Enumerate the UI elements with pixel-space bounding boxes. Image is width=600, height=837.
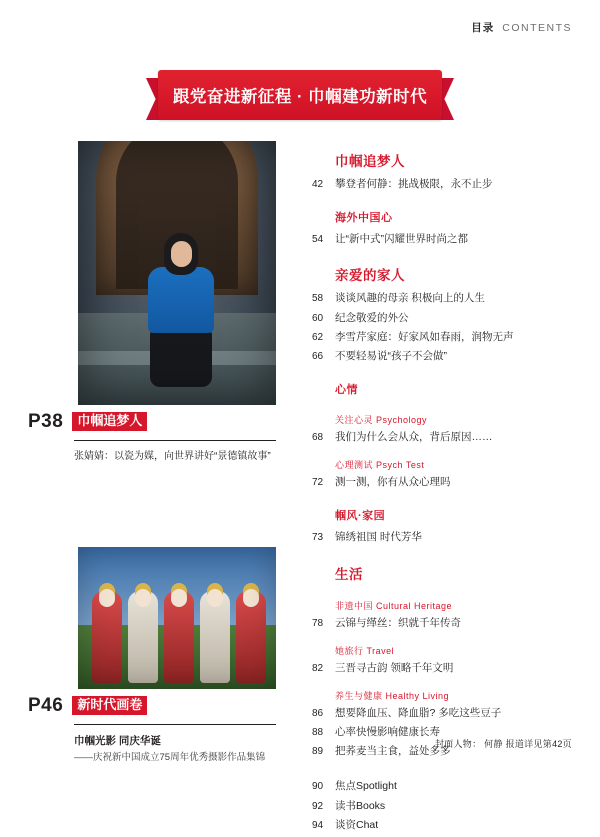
feature-1-divider [74,440,276,441]
toc-entry-title: 我们为什么会从众，背后原因…… [335,431,493,444]
toc-entry-title: 三晋寻古韵 领略千年文明 [335,661,454,674]
spacer [312,368,584,381]
toc-entry-title: 谈资Chat [335,818,379,831]
toc-entry-title: 测一测，你有从众心理吗 [335,476,451,489]
toc-section-heading: 心情 [335,384,358,397]
toc-entry-page: 90 [312,781,324,793]
toc-entry-title: 焦点Spotlight [335,780,397,793]
toc-entry-title: 攀登者何静：挑战极限，永不止步 [335,178,493,190]
toc-entry[interactable] [312,706,584,720]
toc-entry-page: 94 [312,819,324,831]
spacer [312,196,584,209]
toc-entry-title: 心率快慢影响健康长寿 [335,726,440,739]
spacer [312,251,584,264]
spacer [312,763,584,779]
feature-photo-opera [78,547,276,689]
toc-entry-title: 谈谈风趣的母亲 积极向上的人生 [335,292,485,305]
toc-entry[interactable] [312,232,584,246]
toc-section-heading: 亲爱的家人 [335,268,405,284]
spacer [312,449,584,458]
header-contents-cn: 目录 [471,22,495,34]
toc-entry[interactable] [312,779,584,793]
feature-2-caption [74,733,289,766]
toc-entry-title: 把荞麦当主食，益处多多 [335,745,451,758]
feature-1-heading [28,412,147,431]
toc-subsection-heading: 她旅行 Travel [335,645,395,656]
feature-1-title: 巾帼追梦人 [72,412,147,431]
toc-entry[interactable] [312,330,584,344]
spacer [312,680,584,689]
feature-1-caption [74,449,289,465]
toc-entry[interactable] [312,799,584,813]
spacer [312,404,584,413]
banner-plate [158,70,442,120]
toc-entry[interactable] [312,291,584,305]
toc-entry-title: 纪念敬爱的外公 [335,311,409,324]
toc-subsection-heading: 心理测试 Psych Test [335,460,425,471]
toc-entry-page: 42 [312,179,324,190]
toc-entry[interactable] [312,311,584,325]
toc-entry-page: 86 [312,707,324,719]
spacer [312,590,584,599]
toc-entry[interactable] [312,177,584,191]
toc-section-heading: 帼风·家园 [335,510,386,523]
toc-entry-page: 72 [312,477,324,489]
banner-title: 跟党奋进新征程 · 巾帼建功新时代 [172,88,428,106]
spacer [312,494,584,507]
toc-entry-page: 58 [312,293,324,305]
toc-entry[interactable] [312,475,584,489]
feature-2-divider [74,724,276,725]
toc-entry-title: 李雪芹家庭：好家风如春雨，润物无声 [335,330,514,343]
toc-entry[interactable] [312,616,584,630]
page-header [471,20,572,35]
header-contents-en: CONTENTS [502,22,572,34]
photo2-vignette [78,547,276,689]
toc-entry[interactable] [312,530,584,544]
toc-entry-page: 82 [312,662,324,674]
toc-entry-page: 78 [312,617,324,629]
feature-2-caption-sub: ——庆祝新中国成立75周年优秀摄影作品集锦 [74,752,266,764]
toc-entry-page: 88 [312,727,324,739]
toc-entry-title: 不要轻易说“孩子不会做” [335,349,447,362]
table-of-contents [312,150,584,837]
toc-entry[interactable] [312,818,584,832]
toc-subsection-heading: 非遗中国 Cultural Heritage [335,600,453,611]
feature-1-page-number: P38 [28,411,64,433]
toc-section-heading: 巾帼追梦人 [335,154,405,169]
feature-2-caption-main: 巾帼光影 同庆华诞 [74,735,161,747]
toc-entry[interactable] [312,661,584,675]
toc-entry-page: 66 [312,350,324,362]
toc-entry-page: 92 [312,800,324,812]
toc-entry[interactable] [312,349,584,363]
toc-subsection-heading: 关注心灵 Psychology [335,415,428,426]
feature-2-title: 新时代画卷 [72,696,147,715]
toc-entry-title: 让“新中式”闪耀世界时尚之都 [335,233,468,246]
toc-entry[interactable] [312,430,584,444]
toc-subsection-heading: 养生与健康 Healthy Living [335,690,450,701]
feature-2-heading [28,696,147,715]
section-banner [0,70,600,126]
toc-entry-title: 锦绣祖国 时代芳华 [335,531,422,544]
spacer [312,635,584,644]
feature-2-page-number: P46 [28,695,64,717]
toc-entry-page: 68 [312,432,324,444]
cover-person-note: 封面人物： 何静 报道详见第42页 [434,739,572,749]
feature-photo-portrait [78,141,276,405]
feature-1-caption-text: 张婧婧：以瓷为媒，向世界讲好“景德镇故事” [74,451,271,462]
toc-entry-page: 89 [312,746,324,758]
toc-entry-title: 读书Books [335,799,386,812]
toc-entry-title: 想要降血压、降血脂? 多吃这些豆子 [335,706,502,719]
toc-section-heading: 海外中国心 [335,212,393,225]
toc-entry-title: 云锦与缂丝：织就千年传奇 [335,616,461,629]
toc-entry-page: 62 [312,331,324,343]
toc-entry-page: 73 [312,532,324,544]
toc-entry-page: 54 [312,234,324,246]
toc-entry-page: 60 [312,312,324,324]
photo-vignette [78,141,276,405]
toc-section-heading: 生活 [335,566,363,582]
spacer [312,550,584,563]
